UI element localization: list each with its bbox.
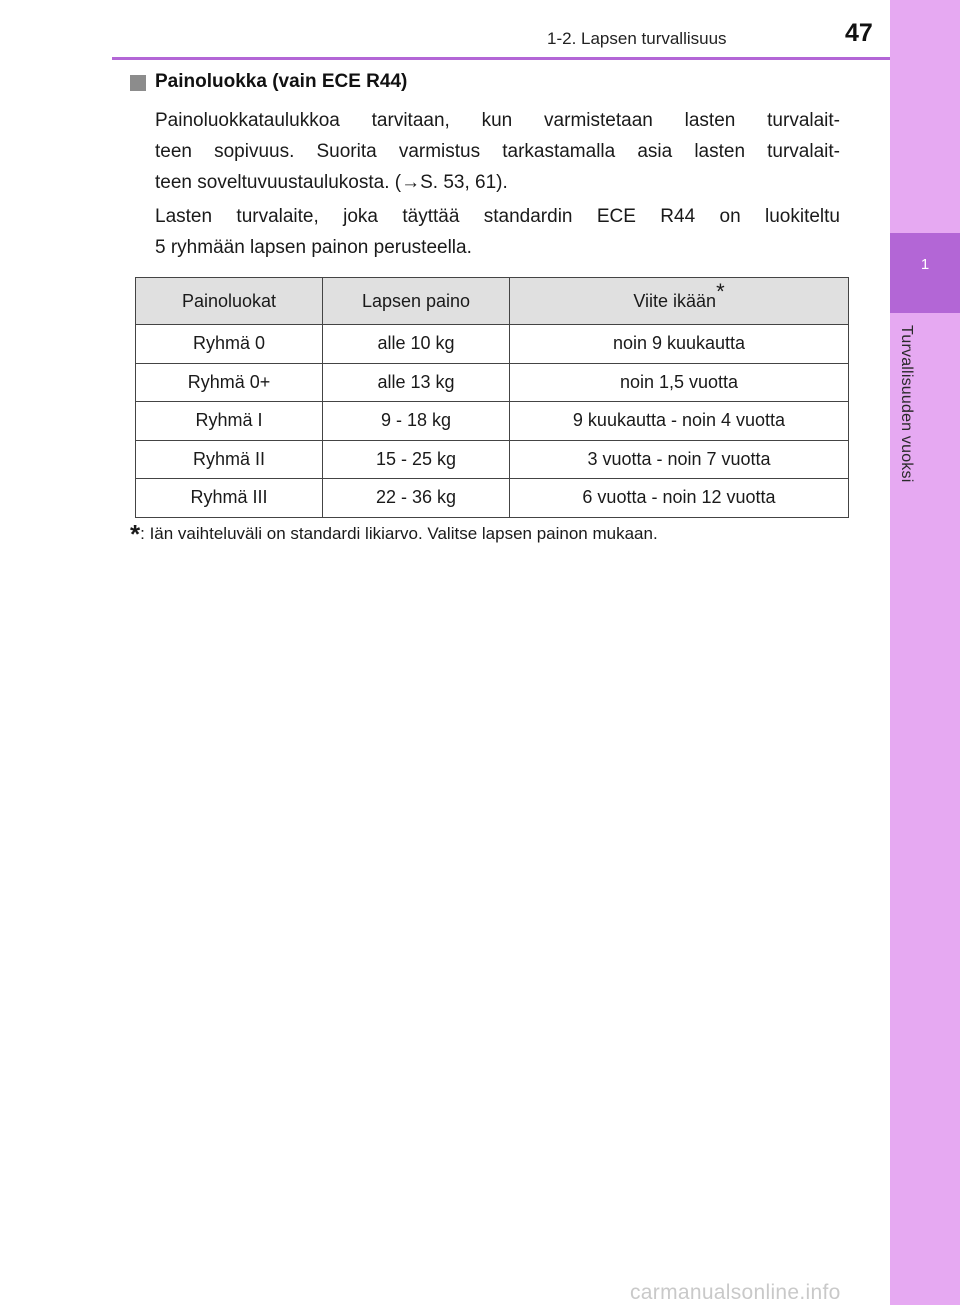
table-cell: alle 10 kg (323, 325, 510, 364)
footnote-mark: * (130, 519, 141, 549)
table-cell: alle 13 kg (323, 363, 510, 402)
table-cell: 3 vuotta - noin 7 vuotta (510, 440, 849, 479)
section-heading: Painoluokka (vain ECE R44) (155, 71, 408, 92)
chapter-number: 1 (920, 256, 930, 273)
paragraph-line: teen sopivuus. Suorita varmistus tarkastamalla asia lasten turvalait- (155, 141, 840, 162)
footnote-mark: * (716, 278, 725, 304)
table-cell: Ryhmä III (136, 479, 323, 518)
table-cell: 9 - 18 kg (323, 402, 510, 441)
table-cell: Ryhmä I (136, 402, 323, 441)
paragraph-text: teen soveltuvuustaulukosta. ( (155, 172, 402, 193)
square-bullet-icon (130, 75, 146, 91)
chapter-label (897, 325, 923, 525)
column-header (510, 278, 849, 325)
column-header-label: Viite ikään (633, 290, 717, 311)
header-divider (112, 57, 890, 60)
table-cell: noin 1,5 vuotta (510, 363, 849, 402)
table-row (136, 402, 849, 441)
arrow-icon: → (401, 172, 421, 193)
table-row (136, 479, 849, 518)
paragraph-line (155, 167, 840, 198)
table-cell: Ryhmä 0 (136, 325, 323, 364)
table-cell: noin 9 kuukautta (510, 325, 849, 364)
page-reference[interactable]: S. 53, 61). (420, 172, 508, 193)
table-header-row (136, 278, 849, 325)
column-header: Lapsen paino (323, 278, 510, 325)
table-row (136, 440, 849, 479)
watermark: carmanualsonline.info (630, 1281, 841, 1304)
chapter-tab (890, 233, 960, 313)
table-cell: 6 vuotta - noin 12 vuotta (510, 479, 849, 518)
paragraph-line: Painoluokkataulukkoa tarvitaan, kun varmistetaan lasten turvalait- (155, 110, 840, 131)
table-cell: Ryhmä II (136, 440, 323, 479)
paragraph-classification (155, 201, 840, 263)
column-header: Painoluokat (136, 278, 323, 325)
side-strip (890, 0, 960, 1305)
footnote-text: : Iän vaihteluväli on standardi likiarvo. Valitse lapsen painon mukaan. (140, 524, 658, 543)
weight-class-table (135, 277, 849, 518)
table-row (136, 325, 849, 364)
table-cell: 22 - 36 kg (323, 479, 510, 518)
paragraph-intro (155, 105, 840, 198)
page-number: 47 (845, 19, 873, 47)
table-row (136, 363, 849, 402)
paragraph-line: Lasten turvalaite, joka täyttää standardin ECE R44 on luokiteltu (155, 206, 840, 227)
chapter-label-text: Turvallisuuden vuoksi (898, 325, 915, 483)
table-cell: 9 kuukautta - noin 4 vuotta (510, 402, 849, 441)
table-footnote (130, 519, 658, 549)
table-cell: Ryhmä 0+ (136, 363, 323, 402)
section-title: 1-2. Lapsen turvallisuus (547, 29, 727, 48)
table-cell: 15 - 25 kg (323, 440, 510, 479)
paragraph-line: 5 ryhmään lapsen painon perusteella. (155, 237, 472, 258)
